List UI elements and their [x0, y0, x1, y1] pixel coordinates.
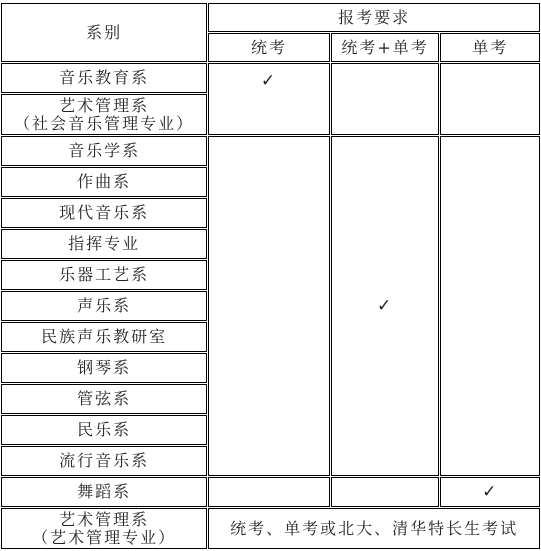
group1-both-cell	[331, 63, 440, 135]
check-icon: ✓	[482, 482, 499, 502]
check-icon: ✓	[376, 296, 394, 316]
header-single: 单考	[440, 33, 540, 62]
dept-name: 流行音乐系	[1, 446, 207, 476]
check-icon: ✓	[260, 71, 278, 91]
dept-name: 管弦系	[1, 384, 207, 414]
group1-single-cell	[440, 63, 540, 135]
dept-name: 民乐系	[1, 415, 207, 445]
table-row	[1, 477, 540, 507]
header-requirement: 报考要求	[208, 3, 540, 32]
dept-name: 艺术管理系 （社会音乐管理专业）	[1, 94, 207, 135]
table-row	[1, 136, 540, 166]
dept-name: 声乐系	[1, 291, 207, 321]
group1-unified-cell	[208, 63, 330, 135]
group2-both-cell	[331, 136, 440, 476]
dept-name: 民族声乐教研室	[1, 322, 207, 352]
header-both: 统考+单考	[331, 33, 440, 62]
dept-name: 舞蹈系	[1, 477, 207, 507]
table-row	[1, 508, 540, 549]
dept-name: 作曲系	[1, 167, 207, 197]
group2-unified-cell	[208, 136, 330, 476]
last-row-note: 统考、单考或北大、清华特长生考试	[208, 508, 540, 549]
dept-name: 艺术管理系 （艺术管理专业）	[1, 508, 207, 549]
dept-name: 音乐教育系	[1, 63, 207, 93]
group2-single-cell	[440, 136, 540, 476]
header-category: 系别	[1, 3, 207, 62]
dance-both-cell	[331, 477, 440, 507]
dance-single-cell	[440, 477, 540, 507]
header-unified: 统考	[208, 33, 330, 62]
dept-name: 指挥专业	[1, 229, 207, 259]
dept-name: 音乐学系	[1, 136, 207, 166]
dept-name: 现代音乐系	[1, 198, 207, 228]
table-row	[1, 63, 540, 93]
dance-unified-cell	[208, 477, 330, 507]
header-row-1	[1, 3, 540, 32]
dept-name: 乐器工艺系	[1, 260, 207, 290]
dept-name: 钢琴系	[1, 353, 207, 383]
requirements-table	[0, 2, 541, 550]
